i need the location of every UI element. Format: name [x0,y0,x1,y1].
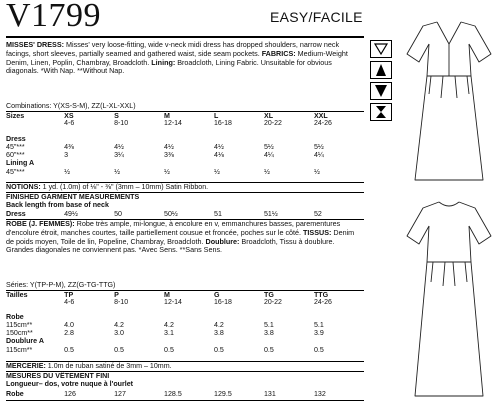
metrage-cell: 2.8 [64,329,74,338]
english-yardage-table [6,112,364,176]
french-metrage-table [6,291,364,354]
measurement-cell: 129.5 [214,390,232,398]
yardage-cell: 5½ [263,142,274,151]
header-rule [6,36,364,38]
french-desc-text: Robe très ample, mi-longue, à encolure en v, emmanchures basses, parementures d'encolure étroit, manches courtes, taille partiellement cousue et froncée, poches sur le côté. [6,219,341,237]
yardage-cell: ½ [164,167,170,176]
divider [6,400,364,401]
combinations-text: Combinations: Y(XS-S-M), ZZ(L-XL-XXL) [6,102,136,110]
fabric-width: 115cm** [6,320,33,329]
lining-label: Lining: [151,57,176,67]
measurement-cell: 51½ [263,210,278,218]
series-text: Séries: Y(TP-P-M), ZZ(G-TG-TTG) [6,281,116,289]
size-range: 16-18 [214,120,232,128]
fabric-width: 150cm** [6,329,33,338]
tissus-text: Denim de poids moyen, Toile de lin, Popeline, Chambray, Broadcloth. [6,227,355,246]
metrage-cell: 0.5 [164,345,174,354]
finished-heading: FINISHED GARMENT MEASUREMENTS [6,193,140,201]
fabric-width: 45"*** [6,142,25,151]
french-description [6,220,358,255]
measurement-cell: 49½ [64,210,78,218]
yardage-cell: 4½ [214,142,224,151]
yardage-cell: 4½ [114,142,124,151]
size-range: 12-14 [164,120,182,128]
robe-section-label: Robe [6,312,24,321]
fabric-width: 115cm** [6,345,33,354]
mercerie-label: MERCERIE: [6,362,46,370]
yardage-cell: 3¼ [114,151,124,160]
yardage-cell: 4½ [164,142,174,151]
metrage-cell: 3.0 [114,329,124,338]
finished-row-label: Dress [6,210,26,218]
fabric-width: 45"*** [6,167,25,176]
lining-section-label: Lining A [6,159,35,168]
size-range: 20-22 [263,299,282,307]
size-range: 4-6 [64,120,75,128]
difficulty-label: EASY/FACILE [270,9,363,25]
measurement-cell: 131 [263,390,276,398]
easy-triangle-icon [370,40,392,58]
size-code: M [164,291,170,299]
english-desc-text: Misses' very loose-fitting, wide v-neck midi dress has dropped shoulders, narrow neck facings, short sleeves, partially seamed and gathered waist, side seam pockets. [6,40,340,58]
metrage-cell: 0.5 [114,345,124,354]
sizes-label: Sizes [6,112,25,120]
metrage-cell: 5.1 [263,320,274,329]
size-code: S [114,112,119,120]
notions-text [6,183,208,191]
notions-label: NOTIONS: [6,183,41,191]
metrage-cell: 4.2 [214,320,224,329]
size-code: XXL [313,112,328,120]
metrage-cell: 4.0 [64,320,74,329]
yardage-cell: ½ [263,167,270,176]
measurement-cell: 52 [313,210,322,218]
size-range: 20-22 [263,120,282,128]
yardage-cell: 4⅛ [214,151,224,160]
size-code: L [214,112,219,120]
dress-back-illustration [403,196,495,404]
metrage-cell: 0.5 [263,345,274,354]
yardage-cell: 3⅜ [164,151,174,160]
metrage-cell: 3.1 [164,329,174,338]
fabrics-label: FABRICS: [261,48,296,58]
yardage-cell: ½ [64,167,71,176]
metrage-cell: 5.1 [313,320,324,329]
metrage-cell: 3.9 [313,329,324,338]
size-code: TTG [313,291,329,299]
size-code: XL [263,112,274,120]
metrage-cell: 4.2 [164,320,174,329]
yardage-cell: ½ [214,167,220,176]
measurement-cell: 128.5 [164,390,182,398]
size-range: 16-18 [214,299,232,307]
notions-detail: 1 yd. (1.0m) of ⅛" - ⅜" (3mm – 10mm) Satin Ribbon. [40,183,209,191]
measurement-cell: 50 [114,210,122,218]
size-code: TG [263,291,274,299]
yardage-cell: ½ [313,167,320,176]
size-code: P [114,291,119,299]
dress-section-label: Dress [6,134,26,143]
size-code: XS [64,112,74,120]
longueur-heading: Longueur– dos, votre nuque à l'ourlet [6,380,134,388]
metrage-cell: 3.8 [263,329,274,338]
fabric-width: 60"*** [6,151,25,160]
english-title: MISSES' DRESS: [6,40,65,49]
size-code: M [164,112,170,120]
yardage-cell: 4¼ [313,151,324,160]
size-range: 4-6 [64,299,75,307]
measurement-cell: 51 [214,210,222,218]
measurement-cell: 127 [114,390,126,398]
english-description [6,41,358,76]
loose-fit-icon [370,61,392,79]
english-finished-table [6,210,364,218]
mercerie-text [6,362,172,370]
metrage-cell: 4.2 [114,320,124,329]
finished-row-label: Robe [6,390,24,398]
yardage-cell: 5½ [313,142,324,151]
hourglass-icon [370,103,392,121]
yardage-cell: ½ [114,167,120,176]
metrage-cell: 3.8 [214,329,224,338]
yardage-cell: 3 [64,151,69,160]
tissus-label: TISSUS: [303,227,332,237]
size-code: TP [64,291,74,299]
metrage-cell: 0.5 [64,345,74,354]
french-finished-table [6,390,364,398]
size-code: G [214,291,220,299]
lining-text: Broadcloth, Lining Fabric. Unsuitable for obvious diagonals. *With Nap. **Without Nap. [6,57,332,76]
doublure-label: Doublure: [205,236,240,246]
size-range: 8-10 [114,120,129,128]
yardage-cell: 4¼ [263,151,274,160]
mercerie-detail: 1.0m de ruban satiné de 3mm – 10mm. [45,362,172,370]
yardage-cell: 4⅜ [64,142,74,151]
pattern-number: V1799 [6,0,102,34]
dress-front-illustration [403,14,495,186]
back-length-heading: Back length from base of neck [6,201,109,209]
size-range: 12-14 [164,299,182,307]
measurement-cell: 50½ [164,210,178,218]
size-range: 24-26 [313,299,332,307]
mesures-heading: MESURES DU VÊTEMENT FINI [6,372,110,380]
tailles-label: Tailles [6,291,28,299]
doublure-section-label: Doublure A [6,337,44,346]
french-title: ROBE (J. FEMMES): [6,219,75,228]
measurement-cell: 132 [313,390,326,398]
doublure-text: Broadcloth, Tissu à doublure. Grandes diagonales ne conviennent pas. *Avec Sens. **Sans Sens. [6,236,335,255]
metrage-cell: 0.5 [214,345,224,354]
midi-length-icon [370,82,392,100]
size-range: 24-26 [313,120,332,128]
size-range: 8-10 [114,299,129,307]
metrage-cell: 0.5 [313,345,324,354]
measurement-cell: 126 [64,390,76,398]
fabrics-text: Medium-Weight Denim, Linen, Poplin, Chambray, Broadcloth. [6,48,348,67]
